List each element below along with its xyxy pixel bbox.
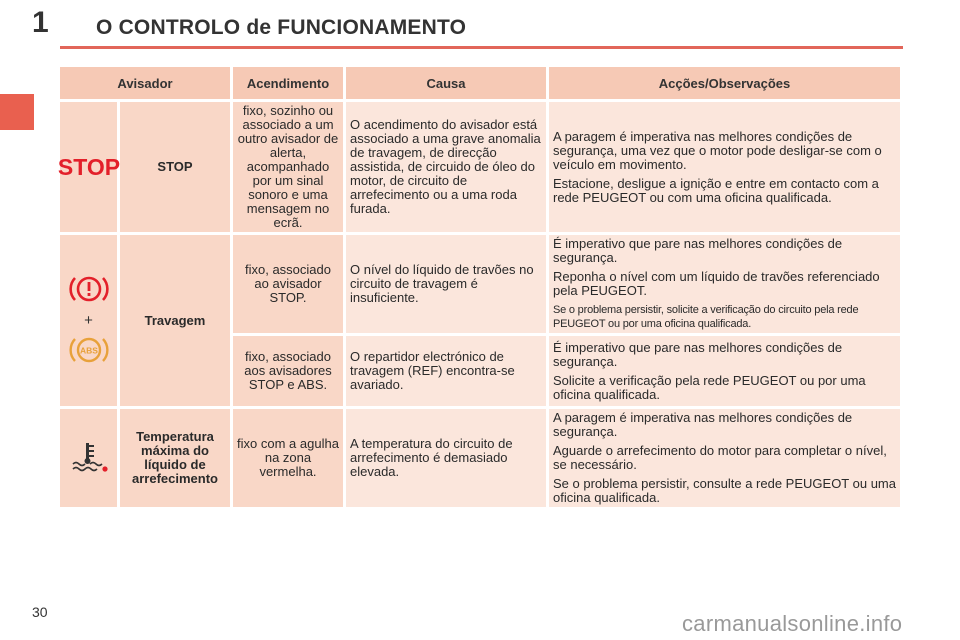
temp-icon-cell <box>60 409 117 507</box>
column-header-causa: Causa <box>346 67 546 99</box>
chapter-number: 1 <box>32 6 49 39</box>
warning-name-temperature: Temperatura máxima do líquido de arrefecimento <box>120 409 230 507</box>
header-divider <box>60 46 903 49</box>
warning-name-stop: STOP <box>120 102 230 232</box>
cause-brake-2: O repartidor electrónico de travagem (REF) encontra-se avariado. <box>346 336 546 406</box>
abs-warning-icon <box>69 334 109 366</box>
lighting-stop: fixo, sozinho ou associado a um outro avisador de alerta, acompanhado por um sinal sonoro e uma mensagem no ecrã. <box>233 102 343 232</box>
lighting-brake-1: fixo, associado ao avisador STOP. <box>233 235 343 333</box>
lighting-temperature: fixo com a agulha na zona vermelha. <box>233 409 343 507</box>
action-text: Se o problema persistir, solicite a verificação do circuito pela rede PEUGEOT ou por uma oficina qualificada. <box>553 304 859 330</box>
lighting-brake-2: fixo, associado aos avisadores STOP e ABS. <box>233 336 343 406</box>
stop-icon-label: STOP <box>57 153 120 180</box>
warning-name-brake: Travagem <box>120 235 230 406</box>
action-text: A paragem é imperativa nas melhores condições de segurança. <box>553 410 853 439</box>
action-text: Aguarde o arrefecimento do motor para completar o nível, se necessário. <box>553 443 887 472</box>
table-row-temperature <box>60 409 900 507</box>
table-row-brake-1 <box>60 235 900 333</box>
cause-temperature: A temperatura do circuito de arrefecimento é demasiado elevada. <box>346 409 546 507</box>
cause-brake-1: O nível do líquido de travões no circuito de travagem é insuficiente. <box>346 235 546 333</box>
actions-brake-2 <box>549 336 900 406</box>
watermark: carmanualsonline.info <box>682 611 903 636</box>
cause-stop: O acendimento do avisador está associado a uma grave anomalia de travagem, de direcção assistida, de circuido de óleo do motor, de circuito de arrefecimento ou a uma roda furada. <box>346 102 546 232</box>
action-text: É imperativo que pare nas melhores condições de segurança. <box>553 236 843 265</box>
brake-icons-cell <box>60 235 117 406</box>
table-row-stop <box>60 102 900 232</box>
column-header-acendimento: Acendimento <box>233 67 343 99</box>
actions-stop <box>549 102 900 232</box>
column-header-avisador: Avisador <box>60 67 230 99</box>
action-text: Se o problema persistir, consulte a rede PEUGEOT ou uma oficina qualificada. <box>553 476 896 505</box>
warning-lights-table <box>57 64 903 510</box>
actions-brake-1 <box>549 235 900 333</box>
chapter-tab-marker <box>0 94 34 130</box>
action-text: A paragem é imperativa nas melhores condições de segurança, uma vez que o motor pode desligar-se com o veículo em movimento. <box>553 128 882 172</box>
stop-warning-icon <box>57 151 120 181</box>
column-header-accoes: Acções/Observações <box>549 67 900 99</box>
actions-temperature <box>549 409 900 507</box>
table-header-row <box>60 67 900 99</box>
action-text: É imperativo que pare nas melhores condições de segurança. <box>553 339 843 369</box>
brake-warning-icon <box>69 273 109 305</box>
coolant-temperature-icon <box>69 440 109 474</box>
action-text: Reponha o nível com um líquido de travões referenciado pela PEUGEOT. <box>553 269 880 298</box>
plus-sign: + <box>84 311 93 329</box>
stop-icon-cell <box>57 102 120 232</box>
page-number: 30 <box>32 604 48 620</box>
abs-icon-label: ABS <box>79 345 98 355</box>
action-text: Estacione, desligue a ignição e entre em contacto com a rede PEUGEOT ou com uma oficina qualificada. <box>553 175 879 205</box>
action-text: Solicite a verificação pela rede PEUGEOT ou por uma oficina qualificada. <box>553 372 866 402</box>
page-title: O CONTROLO de FUNCIONAMENTO <box>96 16 467 39</box>
